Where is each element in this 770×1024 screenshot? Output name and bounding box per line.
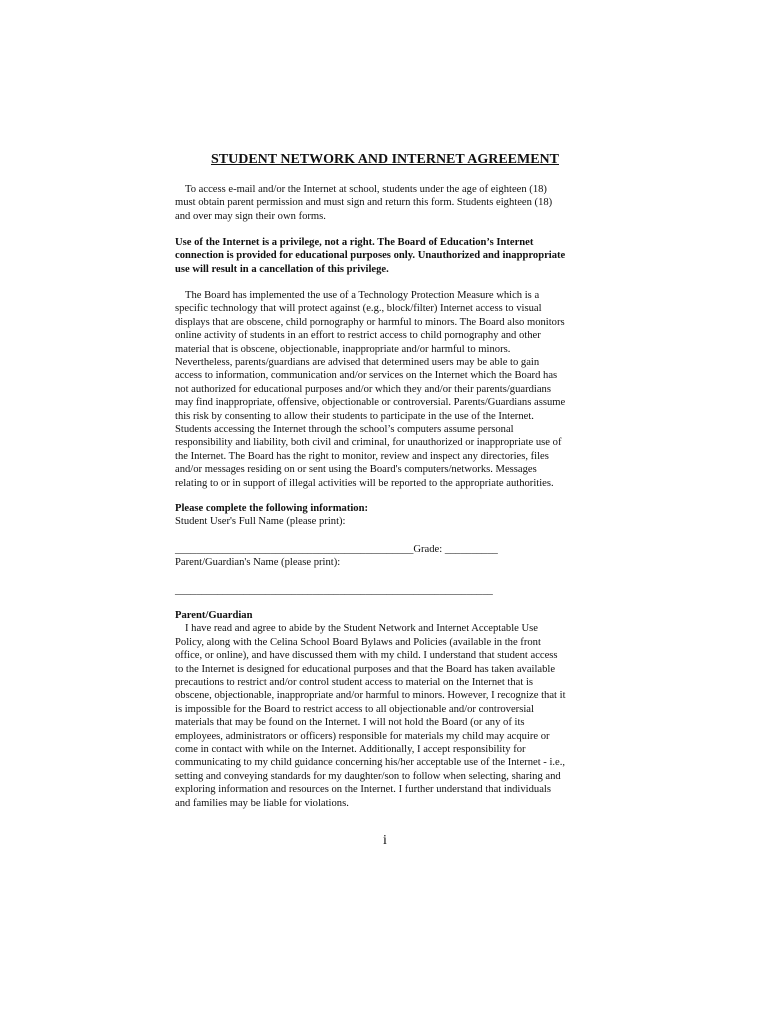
text-line: material that is obscene, objectionable, inappropriate and/or harmful to minors.: [175, 343, 511, 355]
text-line: materials that may be found on the Internet. I will not hold the Board (or any of its: [175, 717, 525, 729]
text-line: employees, administrators or officers) responsible for materials my child may acquire or: [175, 730, 550, 742]
text-line: displays that are obscene, child pornography or harmful to minors. The Board also monitors: [175, 316, 565, 328]
text-line: precautions to restrict and/or control student access to material on the Internet that is: [175, 677, 534, 689]
page-number: i: [383, 833, 387, 848]
text-line: may find inappropriate, offensive, objectionable or controversial. Parents/Guardians assume: [175, 397, 566, 409]
intro-paragraph: [175, 183, 595, 223]
text-line: not authorized for educational purposes and/or which they and/or their parents/guardians: [175, 383, 551, 395]
text-line: and over may sign their own forms.: [175, 210, 326, 222]
parent-name-field[interactable]: ____________________________________________________________: [175, 585, 493, 596]
text-line: The Board has implemented the use of a Technology Protection Measure which is a: [185, 290, 540, 301]
text-line: I have read and agree to abide by the Student Network and Internet Acceptable Use: [185, 623, 538, 635]
text-line: responsibility and liability, both civil and criminal, for unauthorized or inappropriate use of: [175, 437, 562, 449]
text-line: use will result in a cancellation of this privilege.: [175, 263, 389, 275]
document-page: [175, 0, 595, 1024]
text-line: specific technology that will protect against (e.g., block/filter) Internet access to visual: [175, 303, 542, 315]
text-line: Use of the Internet is a privilege, not a right. The Board of Education’s Internet: [175, 237, 534, 248]
text-line: communicating to my child guidance concerning his/her acceptable use of the Internet - i.e.,: [175, 757, 566, 769]
student-name-grade-field[interactable]: _____________________________________________Grade: __________: [175, 544, 498, 555]
text-line: connection is provided for educational purposes only. Unauthorized and inappropriate: [175, 250, 566, 262]
text-line: the Internet. The Board has the right to monitor, review and inspect any directories, files: [175, 450, 549, 462]
text-line: and/or messages residing on or sent using the Board's computers/networks. Messages: [175, 464, 537, 476]
student-name-label: Student User's Full Name (please print):: [175, 516, 346, 528]
text-line: Policy, along with the Celina School Board Bylaws and Policies (available in the front: [175, 636, 541, 648]
text-line: and families may be liable for violations.: [175, 797, 349, 809]
text-line: To access e-mail and/or the Internet at school, students under the age of eighteen (18): [185, 184, 547, 195]
text-line: office, or online), and have discussed them with my child. I understand that student access: [175, 650, 558, 662]
text-line: this risk by consenting to allow their students to participate in the use of the Internet.: [175, 410, 534, 422]
text-line: obscene, objectionable, inappropriate and/or harmful to minors. However, I recognize that it: [175, 690, 566, 702]
guardian-heading: Parent/Guardian: [175, 610, 253, 621]
guardian-section: [175, 609, 595, 810]
text-line: to the Internet is designed for educational purposes and that the Board has taken available: [175, 663, 556, 675]
text-line: online activity of students in an effort to restrict access to child pornography and other: [175, 330, 541, 342]
text-line: exploring information and resources on the Internet. I further understand that individuals: [175, 784, 551, 796]
text-line: come in contact with while on the Internet. Additionally, I accept responsibility for: [175, 744, 526, 756]
privilege-statement: [175, 236, 595, 276]
text-line: relating to or in support of illegal activities will be reported to the appropriate authorities.: [175, 477, 554, 489]
text-line: Students accessing the Internet through the school’s computers assume personal: [175, 424, 514, 436]
document-title: STUDENT NETWORK AND INTERNET AGREEMENT: [210, 152, 559, 167]
text-line: is impossible for the Board to restrict access to all objectionable and/or controversial: [175, 703, 534, 715]
parent-name-label: Parent/Guardian's Name (please print):: [175, 557, 341, 568]
board-policy-paragraph: [175, 289, 595, 490]
text-line: must obtain parent permission and must sign and return this form. Students eighteen (18): [175, 197, 553, 209]
form-heading: Please complete the following information:: [175, 503, 369, 514]
text-line: access to information, communication and/or services on the Internet which the Board has: [175, 370, 558, 382]
text-line: setting and conveying standards for my daughter/son to follow when selecting, sharing and: [175, 770, 561, 782]
text-line: Nevertheless, parents/guardians are advised that determined users may be able to gain: [175, 357, 540, 369]
form-section: [175, 502, 595, 529]
